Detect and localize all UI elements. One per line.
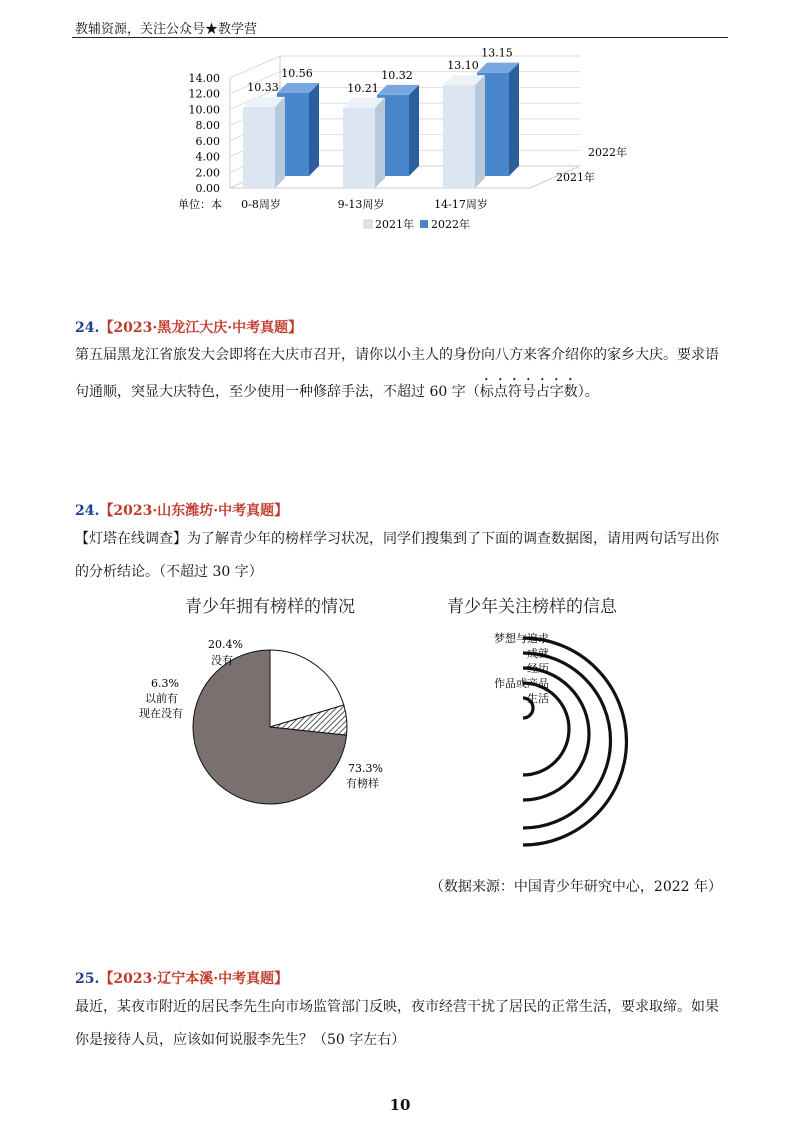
value-label-2021: 10.21 <box>347 81 379 95</box>
pie-label-none-name: 没有 <box>211 654 233 667</box>
q25-source: 【2023·辽宁本溪·中考真题】 <box>99 971 289 987</box>
y-tick-label: 14.00 <box>188 72 220 85</box>
bar-2021-2 <box>443 75 485 188</box>
q24a-heading <box>75 317 302 337</box>
q24a-source: 【2023·黑龙江大庆·中考真题】 <box>99 320 303 336</box>
value-label-2022: 10.32 <box>381 68 413 82</box>
value-label-2022: 10.56 <box>281 67 313 81</box>
bar-2021-0-side <box>275 97 285 188</box>
q24a-line2-a: 句通顺，突显大庆特色，至少使用一种修辞手法，不超过 60 字（ <box>75 384 480 400</box>
depth-label-2021: 2021年 <box>556 171 595 184</box>
value-label-2022: 13.15 <box>481 46 513 60</box>
arc-chart-title: 青少年关注榜样的信息 <box>447 597 617 617</box>
arc-label-dream: 梦想与追求 <box>494 632 549 645</box>
q24b-line1: 【灯塔在线调查】为了解青少年的榜样学习状况，同学们搜集到了下面的调查数据图，请用两句话写出你 <box>75 531 719 547</box>
bar-2022-1-side <box>409 85 419 176</box>
legend-label-2022: 2022年 <box>431 218 470 231</box>
bar-2021-2-side <box>475 75 485 188</box>
q24a-line2-b: ）。 <box>577 384 599 400</box>
bar-2021-1-side <box>375 98 385 188</box>
arc-label-achievement: 成就 <box>527 647 549 660</box>
bar-chart-unit-label: 单位：本 <box>178 198 222 211</box>
y-tick-label: 6.00 <box>195 134 220 148</box>
q25-line2: 你是接待人员，应该如何说服李先生？（50 字左右） <box>75 1032 406 1048</box>
x-tick-label: 9-13周岁 <box>337 198 385 211</box>
q25-heading <box>75 968 288 988</box>
value-label-2021: 13.10 <box>447 59 479 73</box>
q24a-line2 <box>75 376 599 406</box>
legend-swatch-2022 <box>420 220 428 228</box>
bar-chart <box>150 30 670 245</box>
pie-chart-title: 青少年拥有榜样的情况 <box>185 597 355 617</box>
y-tick-label: 2.00 <box>195 166 220 180</box>
y-tick-label: 12.00 <box>188 87 220 101</box>
q24b-source: 【2023·山东潍坊·中考真题】 <box>99 503 289 519</box>
arc-chart <box>430 590 670 860</box>
y-tick-label: 0.00 <box>195 182 220 195</box>
header-text: 教辅资源，关注公众号★教学营 <box>75 22 258 37</box>
bar-2022-2-side <box>509 63 519 176</box>
arc-label-works: 作品或产品 <box>494 677 549 690</box>
pie-label-have-name: 有榜样 <box>346 777 379 790</box>
arc-label-life: 生活 <box>527 692 549 705</box>
bar-2021-1 <box>343 98 385 188</box>
bar-chart-y-ticks <box>189 72 221 195</box>
arc-label-experience: 经历 <box>527 662 549 675</box>
bar-2022-0-side <box>309 83 319 176</box>
pie-label-past-name-1: 以前有 <box>145 692 178 705</box>
pie-chart <box>120 590 420 830</box>
bar-2021-0 <box>243 97 285 188</box>
q24b-line2: 的分析结论。（不超过 30 字） <box>75 564 263 580</box>
y-tick-label: 10.00 <box>188 103 220 117</box>
q24a-line1: 第五届黑龙江省旅发大会即将在大庆市召开，请你以小主人的身份向八方来客介绍你的家乡大庆。要求语 <box>75 347 719 363</box>
depth-label-2022: 2022年 <box>588 146 627 159</box>
pie-label-have-pct: 73.3% <box>348 762 383 775</box>
page-number: 10 <box>389 1096 411 1114</box>
bar-2021-2-front <box>443 85 475 188</box>
pie-label-past-pct: 6.3% <box>151 677 179 690</box>
legend-swatch-2021 <box>364 220 372 228</box>
x-tick-label: 14-17周岁 <box>434 198 488 211</box>
q24a-number: 24. <box>75 320 100 336</box>
y-tick-label: 8.00 <box>195 119 220 133</box>
bar-2021-0-front <box>243 107 275 188</box>
pie-label-past-name-2: 现在没有 <box>139 707 183 720</box>
data-source: （数据来源：中国青少年研究中心，2022 年） <box>429 879 722 895</box>
q24b-number: 24. <box>75 503 100 519</box>
bar-chart-x-labels <box>241 197 488 211</box>
y-tick-label: 4.00 <box>195 150 220 164</box>
bar-2021-1-front <box>343 108 375 188</box>
legend-label-2021: 2021年 <box>375 218 414 231</box>
q24a-line2-emphasis: 标点符号占字数 <box>479 384 578 400</box>
pie-slices <box>193 650 347 804</box>
q25-line1: 最近，某夜市附近的居民李先生向市场监管部门反映，夜市经营干扰了居民的正常生活，要求取缔。如果 <box>75 999 719 1015</box>
q24b-heading <box>75 500 288 520</box>
pie-label-none-pct: 20.4% <box>208 638 243 651</box>
value-label-2021: 10.33 <box>247 80 279 94</box>
q25-number: 25. <box>75 971 100 987</box>
x-tick-label: 0-8周岁 <box>241 198 281 211</box>
